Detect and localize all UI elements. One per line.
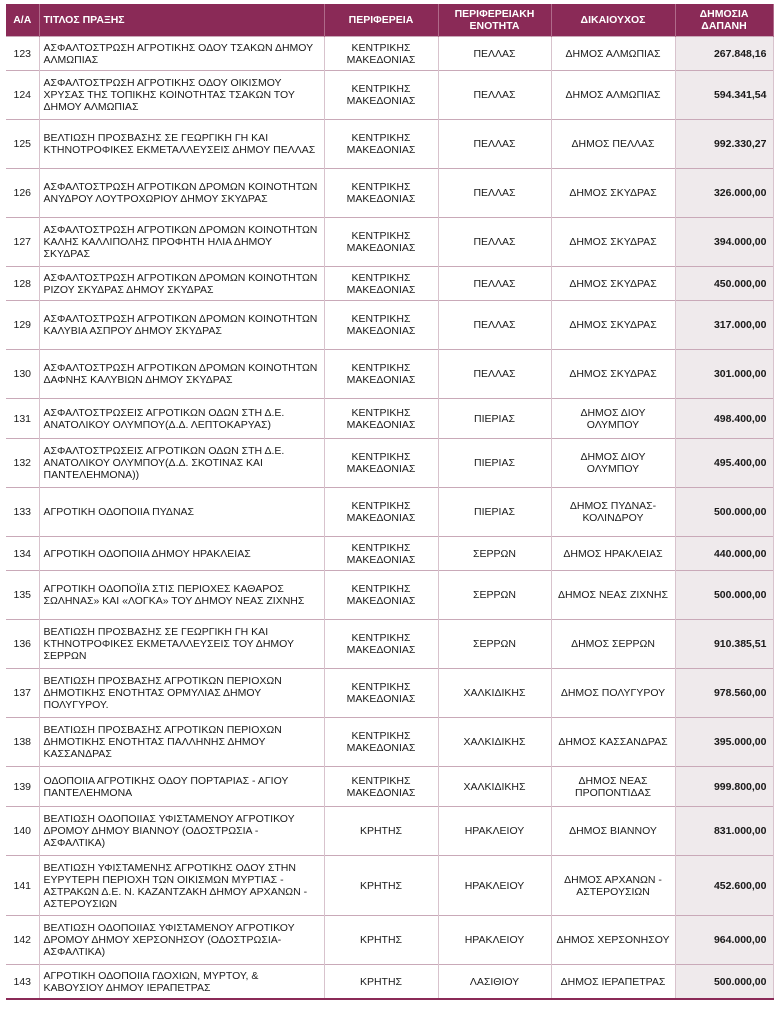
row-beneficiary: ΔΗΜΟΣ ΑΛΜΩΠΙΑΣ bbox=[551, 71, 675, 120]
projects-table bbox=[6, 4, 774, 1000]
row-beneficiary: ΔΗΜΟΣ ΝΕΑΣ ΖΙΧΝΗΣ bbox=[551, 571, 675, 620]
table-row bbox=[6, 965, 773, 1000]
table-header-row bbox=[6, 4, 773, 37]
table-row bbox=[6, 488, 773, 537]
table-row bbox=[6, 37, 773, 71]
row-public-expense: 440.000,00 bbox=[675, 537, 773, 571]
row-public-expense: 964.000,00 bbox=[675, 916, 773, 965]
row-regional-unit: ΛΑΣΙΘΙΟΥ bbox=[438, 965, 551, 1000]
table-row bbox=[6, 669, 773, 718]
row-regional-unit: ΠΕΛΛΑΣ bbox=[438, 267, 551, 301]
row-title: ΑΣΦΑΛΤΟΣΤΡΩΣΗ ΑΓΡΟΤΙΚΩΝ ΔΡΟΜΩΝ ΚΟΙΝΟΤΗΤΩΝ ΚΑΛΥΒΙΑ ΑΣΠΡΟΥ ΔΗΜΟΥ ΣΚΥΔΡΑΣ bbox=[39, 301, 324, 350]
row-beneficiary: ΔΗΜΟΣ ΣΚΥΔΡΑΣ bbox=[551, 267, 675, 301]
row-regional-unit: ΠΕΛΛΑΣ bbox=[438, 350, 551, 399]
row-public-expense: 500.000,00 bbox=[675, 571, 773, 620]
row-title: ΑΓΡΟΤΙΚΗ ΟΔΟΠΟΪΙΑ ΣΤΙΣ ΠΕΡΙΟΧΕΣ ΚΑΘΑΡΟΣ ΣΩΛΗΝΑΣ» ΚΑΙ «ΛΟΓΚΑ» ΤΟΥ ΔΗΜΟΥ ΝΕΑΣ ΖΙΧΝΗΣ bbox=[39, 571, 324, 620]
table-row bbox=[6, 856, 773, 916]
row-number: 140 bbox=[6, 807, 39, 856]
row-regional-unit: ΗΡΑΚΛΕΙΟΥ bbox=[438, 856, 551, 916]
row-title: ΑΣΦΑΛΤΟΣΤΡΩΣΗ ΑΓΡΟΤΙΚΩΝ ΔΡΟΜΩΝ ΚΟΙΝΟΤΗΤΩΝ ΡΙΖΟΥ ΣΚΥΔΡΑΣ ΔΗΜΟΥ ΣΚΥΔΡΑΣ bbox=[39, 267, 324, 301]
row-public-expense: 498.400,00 bbox=[675, 399, 773, 439]
row-region: ΚΕΝΤΡΙΚΗΣ ΜΑΚΕΔΟΝΙΑΣ bbox=[324, 488, 438, 537]
row-regional-unit: ΣΕΡΡΩΝ bbox=[438, 571, 551, 620]
row-number: 125 bbox=[6, 120, 39, 169]
row-number: 123 bbox=[6, 37, 39, 71]
header-aa: Α/Α bbox=[6, 4, 39, 37]
row-regional-unit: ΠΕΛΛΑΣ bbox=[438, 120, 551, 169]
row-regional-unit: ΠΕΛΛΑΣ bbox=[438, 37, 551, 71]
row-regional-unit: ΗΡΑΚΛΕΙΟΥ bbox=[438, 807, 551, 856]
row-number: 126 bbox=[6, 169, 39, 218]
row-beneficiary: ΔΗΜΟΣ ΧΕΡΣΟΝΗΣΟΥ bbox=[551, 916, 675, 965]
row-regional-unit: ΗΡΑΚΛΕΙΟΥ bbox=[438, 916, 551, 965]
row-public-expense: 992.330,27 bbox=[675, 120, 773, 169]
row-region: ΚΕΝΤΡΙΚΗΣ ΜΑΚΕΔΟΝΙΑΣ bbox=[324, 350, 438, 399]
row-beneficiary: ΔΗΜΟΣ ΠΟΛΥΓΥΡΟΥ bbox=[551, 669, 675, 718]
row-number: 141 bbox=[6, 856, 39, 916]
row-beneficiary: ΔΗΜΟΣ ΔΙΟΥ ΟΛΥΜΠΟΥ bbox=[551, 399, 675, 439]
table-row bbox=[6, 620, 773, 669]
row-region: ΚΕΝΤΡΙΚΗΣ ΜΑΚΕΔΟΝΙΑΣ bbox=[324, 267, 438, 301]
row-beneficiary: ΔΗΜΟΣ ΑΡΧΑΝΩΝ - ΑΣΤΕΡΟΥΣΙΩΝ bbox=[551, 856, 675, 916]
row-public-expense: 395.000,00 bbox=[675, 718, 773, 767]
row-public-expense: 301.000,00 bbox=[675, 350, 773, 399]
table-row bbox=[6, 169, 773, 218]
table-row bbox=[6, 718, 773, 767]
row-regional-unit: ΠΙΕΡΙΑΣ bbox=[438, 439, 551, 488]
table-row bbox=[6, 571, 773, 620]
row-number: 130 bbox=[6, 350, 39, 399]
table-row bbox=[6, 439, 773, 488]
row-regional-unit: ΠΕΛΛΑΣ bbox=[438, 301, 551, 350]
table-row bbox=[6, 218, 773, 267]
projects-table-container bbox=[6, 4, 773, 1000]
row-beneficiary: ΔΗΜΟΣ ΠΥΔΝΑΣ-ΚΟΛΙΝΔΡΟΥ bbox=[551, 488, 675, 537]
row-region: ΚΕΝΤΡΙΚΗΣ ΜΑΚΕΔΟΝΙΑΣ bbox=[324, 571, 438, 620]
row-regional-unit: ΣΕΡΡΩΝ bbox=[438, 537, 551, 571]
row-region: ΚΕΝΤΡΙΚΗΣ ΜΑΚΕΔΟΝΙΑΣ bbox=[324, 537, 438, 571]
row-region: ΚΡΗΤΗΣ bbox=[324, 965, 438, 1000]
row-title: ΑΣΦΑΛΤΟΣΤΡΩΣΗ ΑΓΡΟΤΙΚΗΣ ΟΔΟΥ ΟΙΚΙΣΜΟΥ ΧΡΥΣΑΣ ΤΗΣ ΤΟΠΙΚΗΣ ΚΟΙΝΟΤΗΤΑΣ ΤΣΑΚΩΝ ΤΟΥ ΔΗΜΟΥ ΑΛΜΩΠΙΑΣ bbox=[39, 71, 324, 120]
row-number: 131 bbox=[6, 399, 39, 439]
row-beneficiary: ΔΗΜΟΣ ΝΕΑΣ ΠΡΟΠΟΝΤΙΔΑΣ bbox=[551, 767, 675, 807]
header-public-expense: ΔΗΜΟΣΙΑ ΔΑΠΑΝΗ bbox=[675, 4, 773, 37]
row-beneficiary: ΔΗΜΟΣ ΗΡΑΚΛΕΙΑΣ bbox=[551, 537, 675, 571]
row-title: ΒΕΛΤΙΩΣΗ ΟΔΟΠΟΙΙΑΣ ΥΦΙΣΤΑΜΕΝΟΥ ΑΓΡΟΤΙΚΟΥ ΔΡΟΜΟΥ ΔΗΜΟΥ ΒΙΑΝΝΟΥ (ΟΔΟΣΤΡΩΣΙΑ - ΑΣΦΑΛΤΙΚΑ) bbox=[39, 807, 324, 856]
table-row bbox=[6, 537, 773, 571]
row-number: 138 bbox=[6, 718, 39, 767]
row-title: ΒΕΛΤΙΩΣΗ ΥΦΙΣΤΑΜΕΝΗΣ ΑΓΡΟΤΙΚΗΣ ΟΔΟΥ ΣΤΗΝ ΕΥΡΥΤΕΡΗ ΠΕΡΙΟΧΗ ΤΩΝ ΟΙΚΙΣΜΩΝ ΜΥΡΤΙΑΣ - ΑΣΤΡΑΚΩΝ Δ.Ε. Ν. ΚΑΖΑΝΤΖΑΚΗ ΔΗΜΟΥ ΑΡΧΑΝΩΝ - ΑΣΤΕΡΟΥΣΙΩΝ bbox=[39, 856, 324, 916]
row-beneficiary: ΔΗΜΟΣ ΣΚΥΔΡΑΣ bbox=[551, 350, 675, 399]
row-region: ΚΕΝΤΡΙΚΗΣ ΜΑΚΕΔΟΝΙΑΣ bbox=[324, 71, 438, 120]
row-title: ΒΕΛΤΙΩΣΗ ΠΡΟΣΒΑΣΗΣ ΑΓΡΟΤΙΚΩΝ ΠΕΡΙΟΧΩΝ ΔΗΜΟΤΙΚΗΣ ΕΝΟΤΗΤΑΣ ΟΡΜΥΛΙΑΣ ΔΗΜΟΥ ΠΟΛΥΓΥΡΟΥ. bbox=[39, 669, 324, 718]
row-number: 129 bbox=[6, 301, 39, 350]
row-public-expense: 831.000,00 bbox=[675, 807, 773, 856]
row-regional-unit: ΠΕΛΛΑΣ bbox=[438, 71, 551, 120]
table-row bbox=[6, 767, 773, 807]
row-public-expense: 500.000,00 bbox=[675, 488, 773, 537]
row-region: ΚΕΝΤΡΙΚΗΣ ΜΑΚΕΔΟΝΙΑΣ bbox=[324, 399, 438, 439]
row-region: ΚΕΝΤΡΙΚΗΣ ΜΑΚΕΔΟΝΙΑΣ bbox=[324, 439, 438, 488]
row-number: 127 bbox=[6, 218, 39, 267]
table-row bbox=[6, 399, 773, 439]
row-public-expense: 978.560,00 bbox=[675, 669, 773, 718]
header-region: ΠΕΡΙΦΕΡΕΙΑ bbox=[324, 4, 438, 37]
row-region: ΚΡΗΤΗΣ bbox=[324, 916, 438, 965]
row-public-expense: 394.000,00 bbox=[675, 218, 773, 267]
row-regional-unit: ΠΕΛΛΑΣ bbox=[438, 169, 551, 218]
row-number: 134 bbox=[6, 537, 39, 571]
row-region: ΚΕΝΤΡΙΚΗΣ ΜΑΚΕΔΟΝΙΑΣ bbox=[324, 169, 438, 218]
row-region: ΚΕΝΤΡΙΚΗΣ ΜΑΚΕΔΟΝΙΑΣ bbox=[324, 218, 438, 267]
row-title: ΑΣΦΑΛΤΟΣΤΡΩΣΕΙΣ ΑΓΡΟΤΙΚΩΝ ΟΔΩΝ ΣΤΗ Δ.Ε. ΑΝΑΤΟΛΙΚΟΥ ΟΛΥΜΠΟΥ(Δ.Δ. ΣΚΟΤΙΝΑΣ ΚΑΙ ΠΑΝΤΕΛΕΗΜΟΝΑ)) bbox=[39, 439, 324, 488]
table-row bbox=[6, 267, 773, 301]
header-regional-unit: ΠΕΡΙΦΕΡΕΙΑΚΗ ΕΝΟΤΗΤΑ bbox=[438, 4, 551, 37]
row-public-expense: 500.000,00 bbox=[675, 965, 773, 1000]
row-public-expense: 317.000,00 bbox=[675, 301, 773, 350]
row-region: ΚΕΝΤΡΙΚΗΣ ΜΑΚΕΔΟΝΙΑΣ bbox=[324, 767, 438, 807]
row-beneficiary: ΔΗΜΟΣ ΣΕΡΡΩΝ bbox=[551, 620, 675, 669]
row-title: ΑΣΦΑΛΤΟΣΤΡΩΣΗ ΑΓΡΟΤΙΚΩΝ ΔΡΟΜΩΝ ΚΟΙΝΟΤΗΤΩΝ ΔΑΦΝΗΣ ΚΑΛΥΒΙΩΝ ΔΗΜΟΥ ΣΚΥΔΡΑΣ bbox=[39, 350, 324, 399]
row-region: ΚΕΝΤΡΙΚΗΣ ΜΑΚΕΔΟΝΙΑΣ bbox=[324, 718, 438, 767]
table-row bbox=[6, 120, 773, 169]
row-title: ΑΣΦΑΛΤΟΣΤΡΩΣΗ ΑΓΡΟΤΙΚΩΝ ΔΡΟΜΩΝ ΚΟΙΝΟΤΗΤΩΝ ΑΝΥΔΡΟΥ ΛΟΥΤΡΟΧΩΡΙΟΥ ΔΗΜΟΥ ΣΚΥΔΡΑΣ bbox=[39, 169, 324, 218]
row-title: ΟΔΟΠΟΙΙΑ ΑΓΡΟΤΙΚΗΣ ΟΔΟΥ ΠΟΡΤΑΡΙΑΣ - ΑΓΙΟΥ ΠΑΝΤΕΛΕΗΜΟΝΑ bbox=[39, 767, 324, 807]
row-public-expense: 495.400,00 bbox=[675, 439, 773, 488]
row-region: ΚΡΗΤΗΣ bbox=[324, 807, 438, 856]
row-beneficiary: ΔΗΜΟΣ ΔΙΟΥ ΟΛΥΜΠΟΥ bbox=[551, 439, 675, 488]
row-region: ΚΕΝΤΡΙΚΗΣ ΜΑΚΕΔΟΝΙΑΣ bbox=[324, 120, 438, 169]
row-title: ΑΣΦΑΛΤΟΣΤΡΩΣΗ ΑΓΡΟΤΙΚΗΣ ΟΔΟΥ ΤΣΑΚΩΝ ΔΗΜΟΥ ΑΛΜΩΠΙΑΣ bbox=[39, 37, 324, 71]
row-beneficiary: ΔΗΜΟΣ ΣΚΥΔΡΑΣ bbox=[551, 169, 675, 218]
row-number: 142 bbox=[6, 916, 39, 965]
row-beneficiary: ΔΗΜΟΣ ΚΑΣΣΑΝΔΡΑΣ bbox=[551, 718, 675, 767]
table-row bbox=[6, 807, 773, 856]
row-title: ΑΓΡΟΤΙΚΗ ΟΔΟΠΟΙΙΑ ΠΥΔΝΑΣ bbox=[39, 488, 324, 537]
row-beneficiary: ΔΗΜΟΣ ΣΚΥΔΡΑΣ bbox=[551, 301, 675, 350]
table-row bbox=[6, 301, 773, 350]
row-number: 135 bbox=[6, 571, 39, 620]
row-regional-unit: ΧΑΛΚΙΔΙΚΗΣ bbox=[438, 669, 551, 718]
row-regional-unit: ΧΑΛΚΙΔΙΚΗΣ bbox=[438, 718, 551, 767]
row-title: ΑΣΦΑΛΤΟΣΤΡΩΣΕΙΣ ΑΓΡΟΤΙΚΩΝ ΟΔΩΝ ΣΤΗ Δ.Ε. ΑΝΑΤΟΛΙΚΟΥ ΟΛΥΜΠΟΥ(Δ.Δ. ΛΕΠΤΟΚΑΡΥΑΣ) bbox=[39, 399, 324, 439]
row-number: 137 bbox=[6, 669, 39, 718]
row-public-expense: 267.848,16 bbox=[675, 37, 773, 71]
header-title: ΤΙΤΛΟΣ ΠΡΑΞΗΣ bbox=[39, 4, 324, 37]
row-number: 139 bbox=[6, 767, 39, 807]
row-public-expense: 999.800,00 bbox=[675, 767, 773, 807]
row-region: ΚΕΝΤΡΙΚΗΣ ΜΑΚΕΔΟΝΙΑΣ bbox=[324, 37, 438, 71]
row-number: 133 bbox=[6, 488, 39, 537]
row-regional-unit: ΧΑΛΚΙΔΙΚΗΣ bbox=[438, 767, 551, 807]
table-row bbox=[6, 71, 773, 120]
row-beneficiary: ΔΗΜΟΣ ΒΙΑΝΝΟΥ bbox=[551, 807, 675, 856]
row-public-expense: 326.000,00 bbox=[675, 169, 773, 218]
row-regional-unit: ΠΙΕΡΙΑΣ bbox=[438, 488, 551, 537]
row-beneficiary: ΔΗΜΟΣ ΠΕΛΛΑΣ bbox=[551, 120, 675, 169]
row-title: ΒΕΛΤΙΩΣΗ ΠΡΟΣΒΑΣΗΣ ΣΕ ΓΕΩΡΓΙΚΗ ΓΗ ΚΑΙ ΚΤΗΝΟΤΡΟΦΙΚΕΣ ΕΚΜΕΤΑΛΛΕΥΣΕΙΣ ΔΗΜΟΥ ΠΕΛΛΑΣ bbox=[39, 120, 324, 169]
row-number: 124 bbox=[6, 71, 39, 120]
row-number: 128 bbox=[6, 267, 39, 301]
row-title: ΑΓΡΟΤΙΚΗ ΟΔΟΠΟΙΙΑ ΔΗΜΟΥ ΗΡΑΚΛΕΙΑΣ bbox=[39, 537, 324, 571]
row-number: 136 bbox=[6, 620, 39, 669]
row-regional-unit: ΠΙΕΡΙΑΣ bbox=[438, 399, 551, 439]
row-title: ΒΕΛΤΙΩΣΗ ΟΔΟΠΟΙΙΑΣ ΥΦΙΣΤΑΜΕΝΟΥ ΑΓΡΟΤΙΚΟΥ ΔΡΟΜΟΥ ΔΗΜΟΥ ΧΕΡΣΟΝΗΣΟΥ (ΟΔΟΣΤΡΩΣΙΑ-ΑΣΦΑΛΤΙΚΑ) bbox=[39, 916, 324, 965]
row-title: ΒΕΛΤΙΩΣΗ ΠΡΟΣΒΑΣΗΣ ΑΓΡΟΤΙΚΩΝ ΠΕΡΙΟΧΩΝ ΔΗΜΟΤΙΚΗΣ ΕΝΟΤΗΤΑΣ ΠΑΛΛΗΝΗΣ ΔΗΜΟΥ ΚΑΣΣΑΝΔΡΑΣ bbox=[39, 718, 324, 767]
row-region: ΚΕΝΤΡΙΚΗΣ ΜΑΚΕΔΟΝΙΑΣ bbox=[324, 301, 438, 350]
row-title: ΑΣΦΑΛΤΟΣΤΡΩΣΗ ΑΓΡΟΤΙΚΩΝ ΔΡΟΜΩΝ ΚΟΙΝΟΤΗΤΩΝ ΚΑΛΗΣ ΚΑΛΛΙΠΟΛΗΣ ΠΡΟΦΗΤΗ ΗΛΙΑ ΔΗΜΟΥ ΣΚΥΔΡΑΣ bbox=[39, 218, 324, 267]
row-region: ΚΕΝΤΡΙΚΗΣ ΜΑΚΕΔΟΝΙΑΣ bbox=[324, 620, 438, 669]
row-beneficiary: ΔΗΜΟΣ ΙΕΡΑΠΕΤΡΑΣ bbox=[551, 965, 675, 1000]
header-beneficiary: ΔΙΚΑΙΟΥΧΟΣ bbox=[551, 4, 675, 37]
row-beneficiary: ΔΗΜΟΣ ΣΚΥΔΡΑΣ bbox=[551, 218, 675, 267]
row-public-expense: 450.000,00 bbox=[675, 267, 773, 301]
row-number: 143 bbox=[6, 965, 39, 1000]
table-row bbox=[6, 350, 773, 399]
row-beneficiary: ΔΗΜΟΣ ΑΛΜΩΠΙΑΣ bbox=[551, 37, 675, 71]
row-number: 132 bbox=[6, 439, 39, 488]
row-region: ΚΡΗΤΗΣ bbox=[324, 856, 438, 916]
row-public-expense: 594.341,54 bbox=[675, 71, 773, 120]
row-region: ΚΕΝΤΡΙΚΗΣ ΜΑΚΕΔΟΝΙΑΣ bbox=[324, 669, 438, 718]
row-regional-unit: ΠΕΛΛΑΣ bbox=[438, 218, 551, 267]
row-title: ΑΓΡΟΤΙΚΗ ΟΔΟΠΟΙΙΑ ΓΔΟΧΙΩΝ, ΜΥΡΤΟΥ, & ΚΑΒΟΥΣΙΟΥ ΔΗΜΟΥ ΙΕΡΑΠΕΤΡΑΣ bbox=[39, 965, 324, 1000]
row-public-expense: 910.385,51 bbox=[675, 620, 773, 669]
row-public-expense: 452.600,00 bbox=[675, 856, 773, 916]
table-row bbox=[6, 916, 773, 965]
row-regional-unit: ΣΕΡΡΩΝ bbox=[438, 620, 551, 669]
row-title: ΒΕΛΤΙΩΣΗ ΠΡΟΣΒΑΣΗΣ ΣΕ ΓΕΩΡΓΙΚΗ ΓΗ ΚΑΙ ΚΤΗΝΟΤΡΟΦΙΚΕΣ ΕΚΜΕΤΑΛΛΕΥΣΕΙΣ ΤΟΥ ΔΗΜΟΥ ΣΕΡΡΩΝ bbox=[39, 620, 324, 669]
